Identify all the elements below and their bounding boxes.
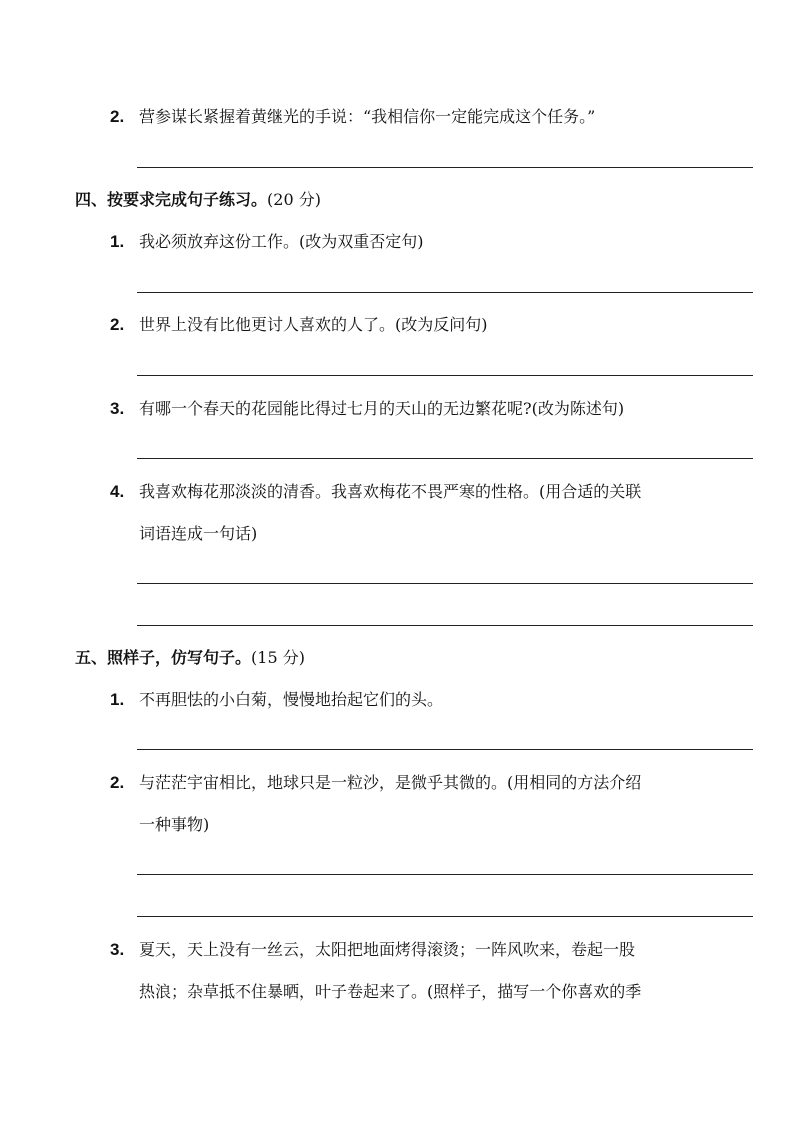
- section-title: 五、照样子，仿写句子。: [75, 648, 252, 667]
- question-text-continued: 热浪；杂草抵不住暴晒，叶子卷起来了。(照样子，描写一个你喜欢的季: [139, 982, 642, 1001]
- question-text-continued: 一种事物): [139, 815, 210, 834]
- question-number: 2.: [110, 107, 125, 126]
- question-text: 营参谋长紧握着黄继光的手说：“我相信你一定能完成这个任务。”: [139, 107, 596, 126]
- question-text: 有哪一个春天的花园能比得过七月的天山的无边繁花呢?(改为陈述句): [139, 399, 625, 418]
- answer-line: [137, 375, 753, 376]
- question-text: 与茫茫宇宙相比，地球只是一粒沙，是微乎其微的。(用相同的方法介绍: [139, 773, 642, 792]
- answer-line: [137, 874, 753, 875]
- question-number: 1.: [110, 690, 125, 709]
- answer-line: [137, 458, 753, 459]
- answer-line: [137, 625, 753, 626]
- question-text: 我喜欢梅花那淡淡的清香。我喜欢梅花不畏严寒的性格。(用合适的关联: [139, 482, 642, 501]
- question-number: 4.: [110, 482, 125, 501]
- question-number: 1.: [110, 232, 125, 251]
- question-number: 2.: [110, 773, 125, 792]
- question-number: 2.: [110, 315, 125, 334]
- section-title: 四、按要求完成句子练习。: [75, 190, 268, 209]
- answer-line: [137, 292, 753, 293]
- answer-line: [137, 749, 753, 750]
- question-text: 我必须放弃这份工作。(改为双重否定句): [139, 232, 424, 251]
- answer-line: [137, 583, 753, 584]
- question-text: 不再胆怯的小白菊，慢慢地抬起它们的头。: [139, 690, 444, 709]
- answer-line: [137, 167, 753, 168]
- question-text-continued: 词语连成一句话): [139, 524, 258, 543]
- answer-line: [137, 916, 753, 917]
- section-points: (20 分): [267, 190, 321, 209]
- question-text: 夏天，天上没有一丝云，太阳把地面烤得滚烫；一阵风吹来，卷起一股: [139, 940, 636, 959]
- section-heading: [75, 648, 305, 668]
- question-number: 3.: [110, 940, 125, 959]
- section-heading: [75, 190, 321, 210]
- section-points: (15 分): [251, 648, 305, 667]
- question-number: 3.: [110, 399, 125, 418]
- question-text: 世界上没有比他更讨人喜欢的人了。(改为反问句): [139, 315, 488, 334]
